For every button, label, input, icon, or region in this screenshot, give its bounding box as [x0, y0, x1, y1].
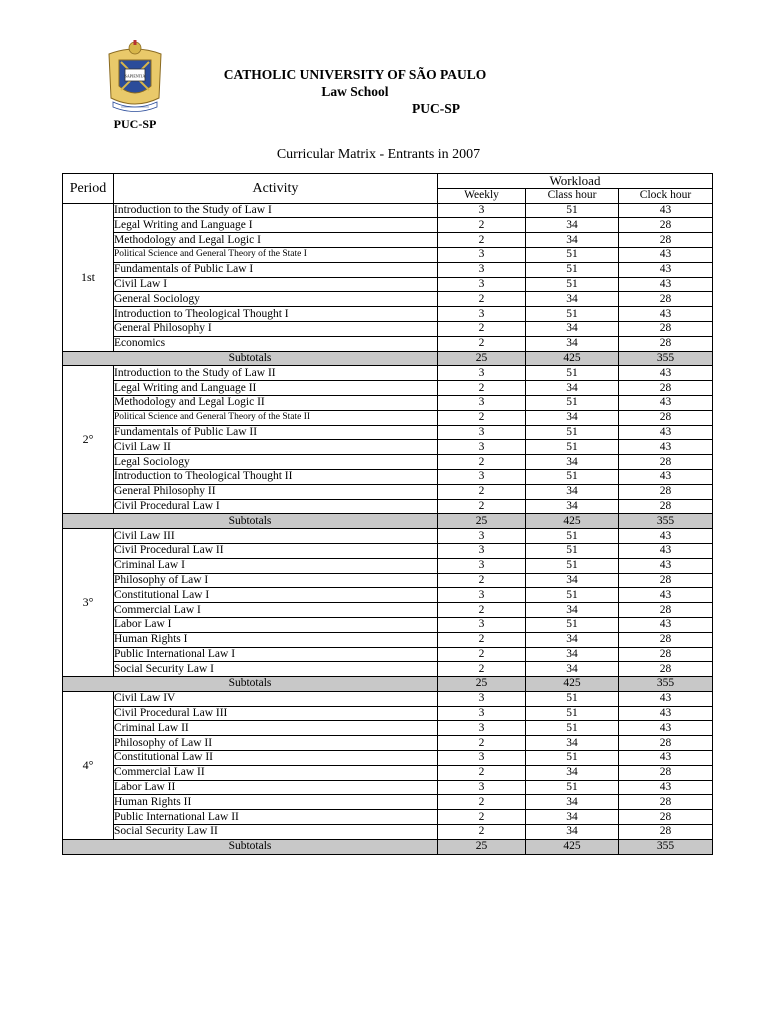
- weekly-cell: 2: [438, 736, 526, 751]
- school-name: Law School: [321, 84, 389, 99]
- weekly-cell: 3: [438, 543, 526, 558]
- subtotal-row: [63, 514, 713, 529]
- activity-cell: Methodology and Legal Logic II: [114, 395, 438, 410]
- class-hour-cell: 51: [526, 440, 619, 455]
- table-row: [63, 603, 713, 618]
- activity-cell: General Philosophy I: [114, 321, 438, 336]
- weekly-cell: 2: [438, 410, 526, 425]
- weekly-cell: 3: [438, 469, 526, 484]
- class-hour-cell: 34: [526, 455, 619, 470]
- subtotal-label: Subtotals: [63, 514, 438, 529]
- class-hour-cell: 51: [526, 617, 619, 632]
- weekly-cell: 3: [438, 203, 526, 218]
- activity-cell: Civil Law III: [114, 529, 438, 544]
- table-row: [63, 440, 713, 455]
- activity-cell: Introduction to the Study of Law I: [114, 203, 438, 218]
- table-row: [63, 751, 713, 766]
- weekly-cell: 2: [438, 632, 526, 647]
- weekly-cell: 3: [438, 425, 526, 440]
- weekly-cell: 2: [438, 825, 526, 840]
- table-row: [63, 469, 713, 484]
- class-hour-cell: 51: [526, 691, 619, 706]
- class-hour-cell: 34: [526, 499, 619, 514]
- table-row: [63, 381, 713, 396]
- class-hour-cell: 51: [526, 307, 619, 322]
- header-workload: Workload: [438, 174, 713, 189]
- weekly-cell: 2: [438, 810, 526, 825]
- weekly-cell: 2: [438, 218, 526, 233]
- clock-hour-cell: 43: [619, 247, 713, 262]
- table-row: [63, 218, 713, 233]
- clock-hour-cell: 28: [619, 825, 713, 840]
- class-hour-cell: 34: [526, 825, 619, 840]
- class-hour-cell: 51: [526, 203, 619, 218]
- table-row: [63, 247, 713, 262]
- weekly-cell: 2: [438, 795, 526, 810]
- header-clock-hour: Clock hour: [619, 188, 713, 203]
- table-row: [63, 588, 713, 603]
- clock-hour-cell: 28: [619, 499, 713, 514]
- activity-cell: Legal Sociology: [114, 455, 438, 470]
- activity-cell: Fundamentals of Public Law I: [114, 262, 438, 277]
- header-weekly: Weekly: [438, 188, 526, 203]
- table-row: [63, 277, 713, 292]
- class-hour-cell: 34: [526, 321, 619, 336]
- weekly-cell: 3: [438, 617, 526, 632]
- clock-hour-cell: 28: [619, 336, 713, 351]
- clock-hour-cell: 28: [619, 603, 713, 618]
- activity-cell: Economics: [114, 336, 438, 351]
- table-row: [63, 706, 713, 721]
- clock-hour-cell: 28: [619, 736, 713, 751]
- curricular-matrix-table: [62, 173, 713, 855]
- table-row: [63, 721, 713, 736]
- class-hour-cell: 51: [526, 395, 619, 410]
- subtotal-class-hour: 425: [526, 514, 619, 529]
- clock-hour-cell: 28: [619, 484, 713, 499]
- class-hour-cell: 51: [526, 706, 619, 721]
- table-row: [63, 810, 713, 825]
- clock-hour-cell: 28: [619, 795, 713, 810]
- class-hour-cell: 51: [526, 588, 619, 603]
- table-row: [63, 292, 713, 307]
- subtotal-class-hour: 425: [526, 677, 619, 692]
- activity-cell: Commercial Law II: [114, 765, 438, 780]
- subtotal-label: Subtotals: [63, 677, 438, 692]
- subtotal-weekly: 25: [438, 514, 526, 529]
- class-hour-cell: 51: [526, 780, 619, 795]
- activity-cell: Social Security Law I: [114, 662, 438, 677]
- weekly-cell: 3: [438, 588, 526, 603]
- clock-hour-cell: 28: [619, 321, 713, 336]
- weekly-cell: 3: [438, 721, 526, 736]
- table-row: [63, 455, 713, 470]
- activity-cell: Civil Law IV: [114, 691, 438, 706]
- weekly-cell: 3: [438, 751, 526, 766]
- table-row: [63, 366, 713, 381]
- weekly-cell: 3: [438, 247, 526, 262]
- activity-cell: Fundamentals of Public Law II: [114, 425, 438, 440]
- activity-cell: Civil Procedural Law I: [114, 499, 438, 514]
- table-row: [63, 795, 713, 810]
- class-hour-cell: 51: [526, 558, 619, 573]
- table-row: [63, 632, 713, 647]
- weekly-cell: 2: [438, 336, 526, 351]
- logo-caption: PUC-SP: [113, 117, 157, 131]
- subtotal-row: [63, 839, 713, 854]
- clock-hour-cell: 28: [619, 218, 713, 233]
- clock-hour-cell: 43: [619, 691, 713, 706]
- weekly-cell: 2: [438, 765, 526, 780]
- clock-hour-cell: 43: [619, 751, 713, 766]
- clock-hour-cell: 28: [619, 292, 713, 307]
- class-hour-cell: 34: [526, 573, 619, 588]
- activity-cell: Civil Procedural Law III: [114, 706, 438, 721]
- clock-hour-cell: 28: [619, 647, 713, 662]
- clock-hour-cell: 28: [619, 662, 713, 677]
- class-hour-cell: 34: [526, 795, 619, 810]
- weekly-cell: 3: [438, 262, 526, 277]
- activity-cell: Introduction to Theological Thought II: [114, 469, 438, 484]
- table-row: [63, 410, 713, 425]
- table-row: [63, 395, 713, 410]
- table-row: [63, 558, 713, 573]
- activity-cell: Criminal Law I: [114, 558, 438, 573]
- subtotal-clock-hour: 355: [619, 351, 713, 366]
- class-hour-cell: 34: [526, 810, 619, 825]
- weekly-cell: 3: [438, 780, 526, 795]
- table-row: [63, 484, 713, 499]
- weekly-cell: 3: [438, 558, 526, 573]
- university-abbreviation: PUC-SP: [412, 101, 460, 116]
- clock-hour-cell: 28: [619, 233, 713, 248]
- weekly-cell: 3: [438, 691, 526, 706]
- clock-hour-cell: 43: [619, 543, 713, 558]
- activity-cell: Civil Law II: [114, 440, 438, 455]
- class-hour-cell: 51: [526, 469, 619, 484]
- subtotal-class-hour: 425: [526, 351, 619, 366]
- clock-hour-cell: 43: [619, 469, 713, 484]
- class-hour-cell: 51: [526, 529, 619, 544]
- table-row: [63, 425, 713, 440]
- puc-sp-crest-logo: [103, 40, 167, 116]
- table-row: [63, 321, 713, 336]
- table-row: [63, 691, 713, 706]
- class-hour-cell: 51: [526, 247, 619, 262]
- clock-hour-cell: 43: [619, 366, 713, 381]
- class-hour-cell: 34: [526, 632, 619, 647]
- class-hour-cell: 51: [526, 425, 619, 440]
- class-hour-cell: 34: [526, 736, 619, 751]
- class-hour-cell: 34: [526, 233, 619, 248]
- subtotal-label: Subtotals: [63, 351, 438, 366]
- table-row: [63, 825, 713, 840]
- document-header: [185, 66, 525, 117]
- class-hour-cell: 34: [526, 292, 619, 307]
- clock-hour-cell: 43: [619, 425, 713, 440]
- clock-hour-cell: 43: [619, 262, 713, 277]
- activity-cell: General Sociology: [114, 292, 438, 307]
- table-row: [63, 662, 713, 677]
- class-hour-cell: 34: [526, 603, 619, 618]
- clock-hour-cell: 28: [619, 632, 713, 647]
- clock-hour-cell: 28: [619, 410, 713, 425]
- activity-cell: Introduction to the Study of Law II: [114, 366, 438, 381]
- class-hour-cell: 34: [526, 218, 619, 233]
- table-row: [63, 499, 713, 514]
- clock-hour-cell: 28: [619, 573, 713, 588]
- subtotal-weekly: 25: [438, 839, 526, 854]
- activity-cell: Political Science and General Theory of the State I: [114, 247, 438, 262]
- activity-cell: Public International Law II: [114, 810, 438, 825]
- activity-cell: Civil Law I: [114, 277, 438, 292]
- subtotal-clock-hour: 355: [619, 839, 713, 854]
- table-row: [63, 573, 713, 588]
- activity-cell: Human Rights I: [114, 632, 438, 647]
- weekly-cell: 2: [438, 233, 526, 248]
- period-label: 1st: [63, 203, 114, 351]
- table-row: [63, 736, 713, 751]
- weekly-cell: 2: [438, 484, 526, 499]
- weekly-cell: 3: [438, 440, 526, 455]
- class-hour-cell: 34: [526, 484, 619, 499]
- weekly-cell: 2: [438, 381, 526, 396]
- activity-cell: General Philosophy II: [114, 484, 438, 499]
- header-class-hour: Class hour: [526, 188, 619, 203]
- table-row: [63, 233, 713, 248]
- clock-hour-cell: 43: [619, 395, 713, 410]
- period-label: 2°: [63, 366, 114, 514]
- subtotal-weekly: 25: [438, 351, 526, 366]
- weekly-cell: 2: [438, 321, 526, 336]
- subtotal-weekly: 25: [438, 677, 526, 692]
- clock-hour-cell: 28: [619, 810, 713, 825]
- activity-cell: Civil Procedural Law II: [114, 543, 438, 558]
- activity-cell: Labor Law II: [114, 780, 438, 795]
- activity-cell: Legal Writing and Language I: [114, 218, 438, 233]
- weekly-cell: 3: [438, 706, 526, 721]
- matrix-body: [63, 203, 713, 854]
- weekly-cell: 3: [438, 366, 526, 381]
- subtotal-label: Subtotals: [63, 839, 438, 854]
- class-hour-cell: 51: [526, 543, 619, 558]
- subtotal-row: [63, 677, 713, 692]
- activity-cell: Commercial Law I: [114, 603, 438, 618]
- table-row: [63, 617, 713, 632]
- clock-hour-cell: 43: [619, 440, 713, 455]
- period-label: 3°: [63, 529, 114, 677]
- clock-hour-cell: 43: [619, 706, 713, 721]
- table-row: [63, 529, 713, 544]
- weekly-cell: 2: [438, 647, 526, 662]
- activity-cell: Philosophy of Law II: [114, 736, 438, 751]
- class-hour-cell: 34: [526, 662, 619, 677]
- table-row: [63, 647, 713, 662]
- class-hour-cell: 34: [526, 410, 619, 425]
- class-hour-cell: 34: [526, 336, 619, 351]
- clock-hour-cell: 28: [619, 381, 713, 396]
- header-activity: Activity: [114, 174, 438, 204]
- table-row: [63, 262, 713, 277]
- weekly-cell: 2: [438, 499, 526, 514]
- clock-hour-cell: 43: [619, 780, 713, 795]
- activity-cell: Philosophy of Law I: [114, 573, 438, 588]
- class-hour-cell: 51: [526, 277, 619, 292]
- weekly-cell: 2: [438, 662, 526, 677]
- subtotal-clock-hour: 355: [619, 514, 713, 529]
- header-period: Period: [63, 174, 114, 204]
- period-label: 4°: [63, 691, 114, 839]
- activity-cell: Political Science and General Theory of the State II: [114, 410, 438, 425]
- activity-cell: Introduction to Theological Thought I: [114, 307, 438, 322]
- activity-cell: Labor Law I: [114, 617, 438, 632]
- activity-cell: Methodology and Legal Logic I: [114, 233, 438, 248]
- activity-cell: Legal Writing and Language II: [114, 381, 438, 396]
- crest-motto-text: SAPIENTIA: [124, 73, 146, 79]
- class-hour-cell: 51: [526, 366, 619, 381]
- clock-hour-cell: 43: [619, 203, 713, 218]
- clock-hour-cell: 43: [619, 558, 713, 573]
- activity-cell: Criminal Law II: [114, 721, 438, 736]
- clock-hour-cell: 43: [619, 721, 713, 736]
- weekly-cell: 3: [438, 307, 526, 322]
- table-row: [63, 307, 713, 322]
- class-hour-cell: 34: [526, 381, 619, 396]
- clock-hour-cell: 28: [619, 455, 713, 470]
- weekly-cell: 2: [438, 455, 526, 470]
- clock-hour-cell: 43: [619, 588, 713, 603]
- weekly-cell: 3: [438, 277, 526, 292]
- clock-hour-cell: 43: [619, 307, 713, 322]
- class-hour-cell: 51: [526, 721, 619, 736]
- activity-cell: Constitutional Law II: [114, 751, 438, 766]
- university-name: CATHOLIC UNIVERSITY OF SÃO PAULO: [223, 67, 487, 82]
- activity-cell: Public International Law I: [114, 647, 438, 662]
- class-hour-cell: 34: [526, 765, 619, 780]
- subtotal-clock-hour: 355: [619, 677, 713, 692]
- weekly-cell: 2: [438, 603, 526, 618]
- table-row: [63, 203, 713, 218]
- weekly-cell: 3: [438, 395, 526, 410]
- activity-cell: Social Security Law II: [114, 825, 438, 840]
- weekly-cell: 2: [438, 573, 526, 588]
- subtotal-row: [63, 351, 713, 366]
- table-row: [63, 543, 713, 558]
- weekly-cell: 2: [438, 292, 526, 307]
- clock-hour-cell: 43: [619, 617, 713, 632]
- clock-hour-cell: 43: [619, 277, 713, 292]
- clock-hour-cell: 28: [619, 765, 713, 780]
- clock-hour-cell: 43: [619, 529, 713, 544]
- class-hour-cell: 51: [526, 751, 619, 766]
- subtotal-class-hour: 425: [526, 839, 619, 854]
- class-hour-cell: 34: [526, 647, 619, 662]
- table-row: [63, 780, 713, 795]
- table-row: [63, 765, 713, 780]
- weekly-cell: 3: [438, 529, 526, 544]
- table-row: [63, 336, 713, 351]
- activity-cell: Constitutional Law I: [114, 588, 438, 603]
- class-hour-cell: 51: [526, 262, 619, 277]
- document-subtitle: Curricular Matrix - Entrants in 2007: [276, 147, 481, 162]
- activity-cell: Human Rights II: [114, 795, 438, 810]
